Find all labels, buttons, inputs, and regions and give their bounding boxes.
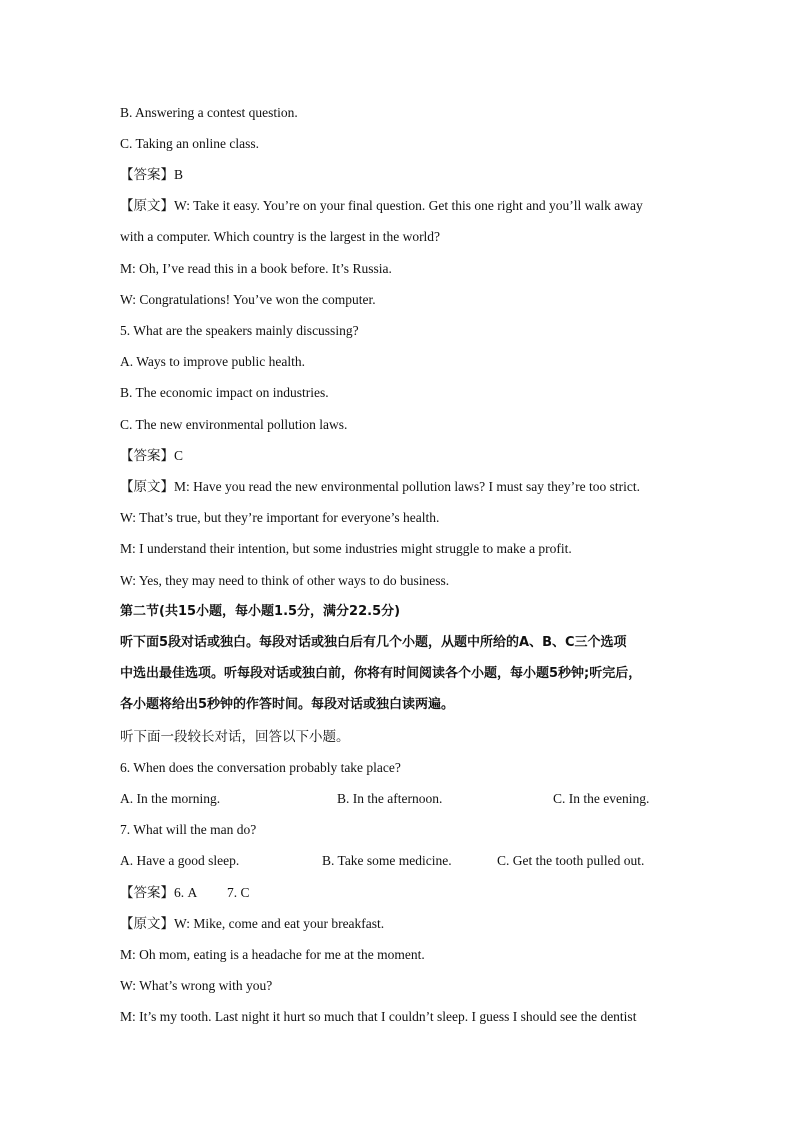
question-6: 6. When does the conversation probably take place? — [120, 760, 401, 775]
option-a-q7: A. Have a good sleep. — [120, 853, 240, 868]
option-c-q5: C. The new environmental pollution laws. — [120, 417, 348, 432]
transcript-q67-line3: W: What’s wrong with you? — [120, 978, 273, 993]
option-b-q7: B. Take some medicine. — [322, 853, 452, 868]
option-b-q5: B. The economic impact on industries. — [120, 385, 329, 400]
transcript-q4-line1: 【原文】W: Take it easy. You’re on your final question. Get this one right and you’ll walk away — [120, 198, 643, 213]
question-7: 7. What will the man do? — [120, 822, 257, 837]
transcript-q5-line2: W: That’s true, but they’re important for everyone’s health. — [120, 510, 440, 525]
option-c-q7: C. Get the tooth pulled out. — [497, 853, 645, 868]
section-instructions-line3: 各小题将给出5秒钟的作答时间。每段对话或独白读两遍。 — [120, 697, 455, 712]
answer-q7: 7. C — [227, 885, 250, 900]
answer-q6: 【答案】6. A — [120, 885, 198, 900]
option-a-q6: A. In the morning. — [120, 791, 221, 806]
transcript-q5-line1: 【原文】M: Have you read the new environmental pollution laws? I must say they’re too strict. — [120, 479, 641, 494]
option-c-q6: C. In the evening. — [553, 791, 650, 806]
transcript-q67-line1: 【原文】W: Mike, come and eat your breakfast. — [120, 916, 385, 931]
transcript-q67-line2: M: Oh mom, eating is a headache for me at the moment. — [120, 947, 425, 962]
option-a-q5: A. Ways to improve public health. — [120, 354, 306, 369]
section-heading: 第二节(共15小题，每小题1.5分，满分22.5分) — [120, 604, 401, 619]
answer-q5: 【答案】C — [120, 448, 184, 463]
section-instructions-line2: 中选出最佳选项。听每段对话或独白前，你将有时间阅读各个小题，每小题5秒钟;听完后， — [120, 666, 642, 681]
transcript-q5-line4: W: Yes, they may need to think of other ways to do business. — [120, 573, 450, 588]
section-instructions-line1: 听下面5段对话或独白。每段对话或独白后有几个小题，从题中所给的A、B、C三个选项 — [120, 635, 627, 650]
transcript-q5-line3: M: I understand their intention, but some industries might struggle to make a profit. — [120, 541, 572, 556]
option-b-q4: B. Answering a contest question. — [120, 105, 298, 120]
answer-q4: 【答案】B — [120, 167, 184, 182]
transcript-q4-line2: with a computer. Which country is the largest in the world? — [120, 229, 441, 244]
option-c-q4: C. Taking an online class. — [120, 136, 260, 151]
option-b-q6: B. In the afternoon. — [337, 791, 443, 806]
section-intro: 听下面一段较长对话，回答以下小题。 — [120, 729, 350, 744]
question-5: 5. What are the speakers mainly discussing? — [120, 323, 359, 338]
transcript-q4-line4: W: Congratulations! You’ve won the computer. — [120, 292, 376, 307]
transcript-q4-line3: M: Oh, I’ve read this in a book before. It’s Russia. — [120, 261, 392, 276]
transcript-q67-line4: M: It’s my tooth. Last night it hurt so much that I couldn’t sleep. I guess I should see the dentist — [120, 1009, 637, 1024]
